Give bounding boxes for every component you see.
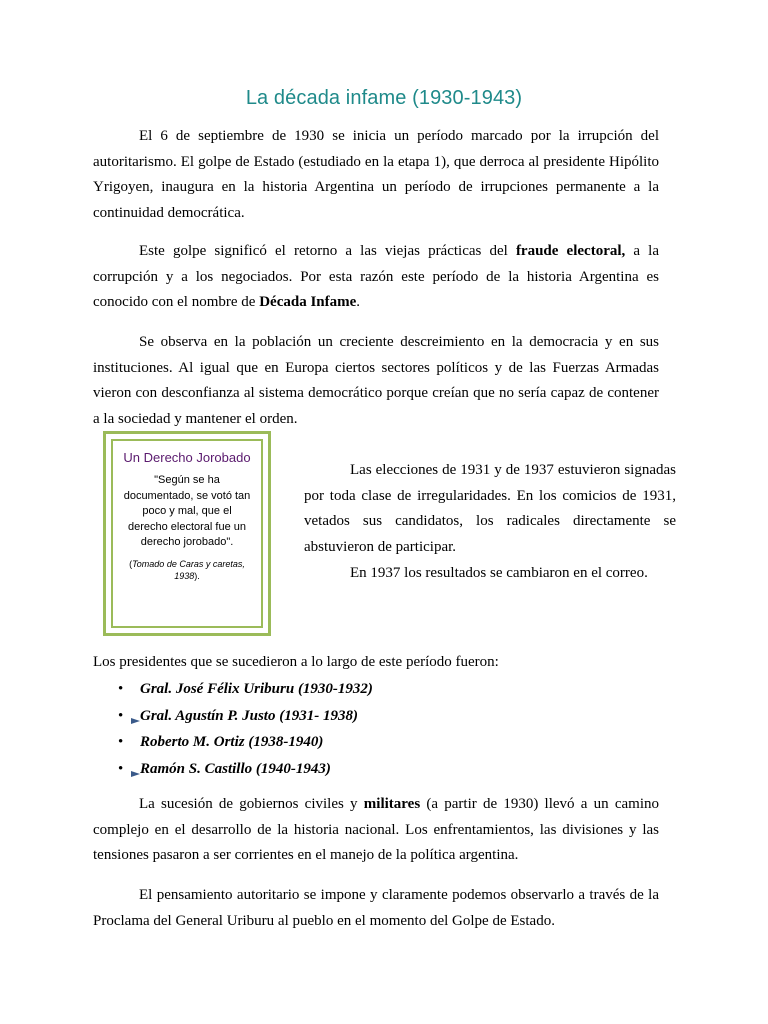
president-name: Ramón S. Castillo (1940-1943) [140,760,331,777]
list-item [108,756,373,783]
president-name: Gral. Agustín P. Justo (1931- 1938) [140,707,358,724]
paragraph-5-text: En 1937 los resultados se cambiaron en el correo. [350,565,648,581]
paragraph-4-text: Las elecciones de 1931 y de 1937 estuvieron signadas por toda clase de irregularidades. En los comicios de 1931, vetados sus candidatos, los radicales directamente se abstuvieron de participar. [304,462,676,556]
paragraph-6 [93,792,659,869]
sidebar-quote-inner [111,439,263,628]
sidebar-source: (Tomado de Caras y caretas, 1938). [129,558,245,581]
paragraph-2-text-c: . [356,294,361,311]
decada-infame-bold: Década Infame [259,294,357,311]
pointer-icon [131,769,143,779]
president-name: Gral. José Félix Uriburu (1930-1932) [140,681,373,697]
paragraph-5 [304,561,676,587]
militares-bold: militares [363,796,421,812]
paragraph-7 [93,883,659,934]
presidents-intro: Los presidentes que se sucedieron a lo largo de este período fueron: [93,654,499,670]
paragraph-3-text: Se observa en la población un creciente descreimiento en la democracia y en sus instituciones. Al igual que en Europa ciertos sectores políticos y de las Fuerzas Armadas vieron con desconfianza al sistema democrático porque creían que no sería capaz de contener a la sociedad y mantener el orden. [93,334,659,428]
bullet-icon: • [118,760,124,777]
paragraph-1-text: El 6 de septiembre de 1930 se inicia un período marcado por la irrupción del autoritarismo. El golpe de Estado (estudiado en la etapa 1), que derroca al presidente Hipólito Yrigoyen, inaugura en la historia Argentina un período de irrupciones permanente a la continuidad democrática. [93,128,659,222]
bullet-icon: • [118,707,124,724]
sidebar-quote: "Según se ha documentado, se votó tan poco y mal, que el derecho electoral fue un derecho jorobado". [123,474,251,548]
list-item [108,676,373,703]
bullet-icon: • [118,734,124,750]
sidebar-source-text: Tomado de Caras y caretas, 1938 [132,558,245,581]
paragraph-4 [304,458,676,561]
paragraph-6-text-b: (a partir de 1930) llevó a un camino complejo en el desarrollo de la historia nacional. Los enfrentamientos, las divisiones y las tensiones pasaron a ser corrientes en el manejo de la política argentina. [93,796,660,864]
president-name: Roberto M. Ortiz (1938-1940) [140,734,324,750]
paragraph-2-text-b: a la corrupción y a los negociados. Por esta razón este período de la historia Argentina es conocido con el nombre de [93,243,659,311]
sidebar-quote-box [103,431,271,636]
paragraph-7-text: El pensamiento autoritario se impone y claramente podemos observarlo a través de la Proclama del General Uriburu al pueblo en el momento del Golpe de Estado. [93,887,659,929]
fraude-electoral-bold: fraude electoral, [515,243,626,259]
sidebar-title: Un Derecho Jorobado [123,450,251,465]
paragraph-1 [93,124,659,227]
paragraph-3 [93,330,659,433]
page-title: La década infame (1930-1943) [245,87,523,109]
paragraph-2-text-a: Este golpe significó el retorno a las viejas prácticas del [139,243,516,259]
list-item [108,729,373,756]
presidents-list [108,676,373,782]
paragraph-2 [93,239,659,316]
paragraph-6-text-a: La sucesión de gobiernos civiles y [139,796,364,812]
pointer-icon [131,716,143,726]
list-item [108,703,373,730]
bullet-icon: • [118,681,124,697]
